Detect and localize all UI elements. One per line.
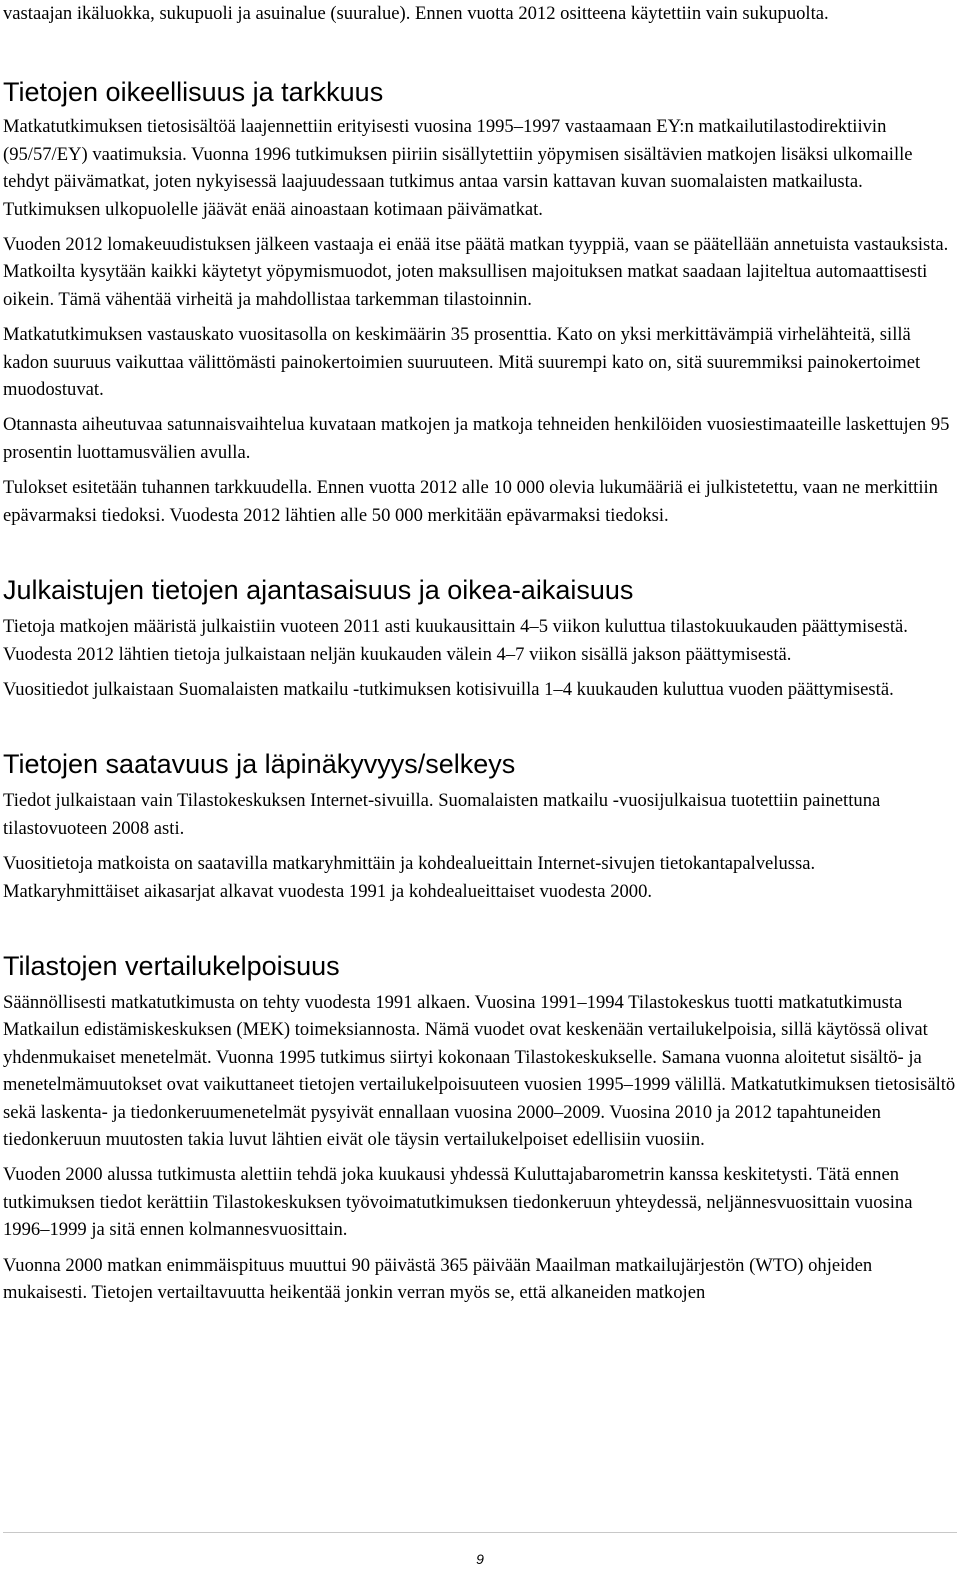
paragraph: Otannasta aiheutuvaa satunnaisvaihtelua kuvataan matkojen ja matkoja tehneiden henkilöiden vuosiestimaateille laskettujen 95 prosentin luottamusvälien avulla. bbox=[3, 414, 950, 463]
section-accuracy bbox=[3, 75, 956, 529]
paragraph: Vuositietoja matkoista on saatavilla matkaryhmittäin ja kohdealueittain Internet-sivujen tietokantapalvelussa. Matkaryhmittäiset aikasarjat alkavat vuodesta 1991 ja kohdealueittaiset vuodesta 2000. bbox=[3, 853, 816, 902]
paragraph: Matkatutkimuksen vastauskato vuositasolla on keskimäärin 35 prosenttia. Kato on yksi merkittävämpiä virhelähteitä, sillä kadon suuruus vaikuttaa välittömästi painokertoimien suuruuteen. Mitä suurempi kato on, sitä suuremmiksi painokertoimet muodostuvat. bbox=[3, 324, 921, 401]
section-comparability bbox=[3, 949, 956, 1306]
paragraph: Tietoja matkojen määristä julkaistiin vuoteen 2011 asti kuukausittain 4–5 viikon kuluttua tilastokuukauden päättymisestä. Vuodesta 2012 lähtien tietoja julkaistaan neljän kuukauden välein 4–7 viikon sisällä jakson päättymisestä. bbox=[3, 616, 908, 665]
section-heading: Tilastojen vertailukelpoisuus bbox=[3, 950, 340, 981]
paragraph: Matkatutkimuksen tietosisältöä laajennettiin erityisesti vuosina 1995–1997 vastaamaan EY:n matkailutilastodirektiivin (95/57/EY) vaatimuksia. Vuonna 1996 tutkimuksen piiriin sisällytettiin yöpymisen sisältävien matkojen lisäksi ulkomaille tehdyt päivämatkat, joten nykyisessä laajuudessaan tutkimus antaa varsin kattavan kuvan suomalaisten matkailusta. Tutkimuksen ulkopuolelle jäävät enää ainoastaan kotimaan päivämatkat. bbox=[3, 116, 913, 220]
section-heading: Tietojen oikeellisuus ja tarkkuus bbox=[3, 77, 384, 108]
footer-divider bbox=[3, 1532, 957, 1533]
paragraph: Säännöllisesti matkatutkimusta on tehty vuodesta 1991 alkaen. Vuosina 1991–1994 Tilastokeskus tuotti matkatutkimusta Matkailun edistämiskeskuksen (MEK) toimeksiannosta. Nämä vuodet ovat keskenään vertailukelpoisia, sillä käytössä olivat yhdenmukaiset menetelmät. Vuonna 1995 tutkimus siirtyi kokonaan Tilastokeskukselle. Samana vuonna aloitetut sisältö- ja menetelmämuutokset ovat vaikuttaneet tietojen vertailukelpoisuuteen vuosien 1995–1999 välillä. Matkatutkimuksen tietosisältö sekä laskenta- ja tiedonkeruumenetelmät pysyivät ennallaan vuosina 2000–2009. Vuosina 2010 ja 2012 tapahtuneiden tiedonkeruun muutosten takia luvut lähtien eivät ole täysin vertailukelpoiset edellisiin vuosiin. bbox=[3, 991, 956, 1150]
paragraph: Vuoden 2000 alussa tutkimusta alettiin tehdä joka kuukausi yhdessä Kuluttajabarometrin kanssa keskitetysti. Tätä ennen tutkimuksen tiedot kerättiin Tilastokeskuksen työvoimatutkimuksen tiedonkeruun yhteydessä, neljännesvuosittain vuosina 1996–1999 ja sitä ennen kolmannesvuosittain. bbox=[3, 1164, 913, 1241]
paragraph: Vuonna 2000 matkan enimmäispituus muuttui 90 päivästä 365 päivään Maailman matkailujärjestön (WTO) ohjeiden mukaisesti. Tietojen vertailtavuutta heikentää jonkin verran myös se, että alkaneiden matkojen bbox=[3, 1254, 873, 1303]
paragraph: Tulokset esitetään tuhannen tarkkuudella. Ennen vuotta 2012 alle 10 000 olevia lukumääriä ei julkistetettu, vaan ne merkittiin epävarmaksi tiedoksi. Vuodesta 2012 lähtien alle 50 000 merkitään epävarmaksi tiedoksi. bbox=[3, 477, 938, 526]
section-heading: Julkaistujen tietojen ajantasaisuus ja oikea-aikaisuus bbox=[3, 575, 634, 606]
section-timeliness bbox=[3, 573, 956, 703]
paragraph: Tiedot julkaistaan vain Tilastokeskuksen Internet-sivuilla. Suomalaisten matkailu -vuosijulkaisua tuotettiin painettuna tilastovuoteen 2008 asti. bbox=[3, 790, 881, 839]
paragraph: Vuositiedot julkaistaan Suomalaisten matkailu -tutkimuksen kotisivuilla 1–4 kuukauden kuluttua vuoden päättymisestä. bbox=[3, 678, 894, 700]
page-number: 9 bbox=[476, 1551, 484, 1567]
intro-paragraph: vastaajan ikäluokka, sukupuoli ja asuinalue (suuralue). Ennen vuotta 2012 ositteena käytettiin vain sukupuolta. bbox=[3, 3, 829, 24]
paragraph: Vuoden 2012 lomakeuudistuksen jälkeen vastaaja ei enää itse päätä matkan tyyppiä, vaan se päätellään annetuista vastauksista. Matkoilta kysytään kaikki käytetyt yöpymismuodot, joten maksullisen majoituksen matkat saadaan lajiteltua automaattisesti oikein. Tämä vähentää virheitä ja mahdollistaa tarkemman tilastoinnin. bbox=[3, 234, 949, 310]
section-heading: Tietojen saatavuus ja läpinäkyvyys/selkeys bbox=[3, 749, 516, 780]
section-availability bbox=[3, 747, 956, 905]
